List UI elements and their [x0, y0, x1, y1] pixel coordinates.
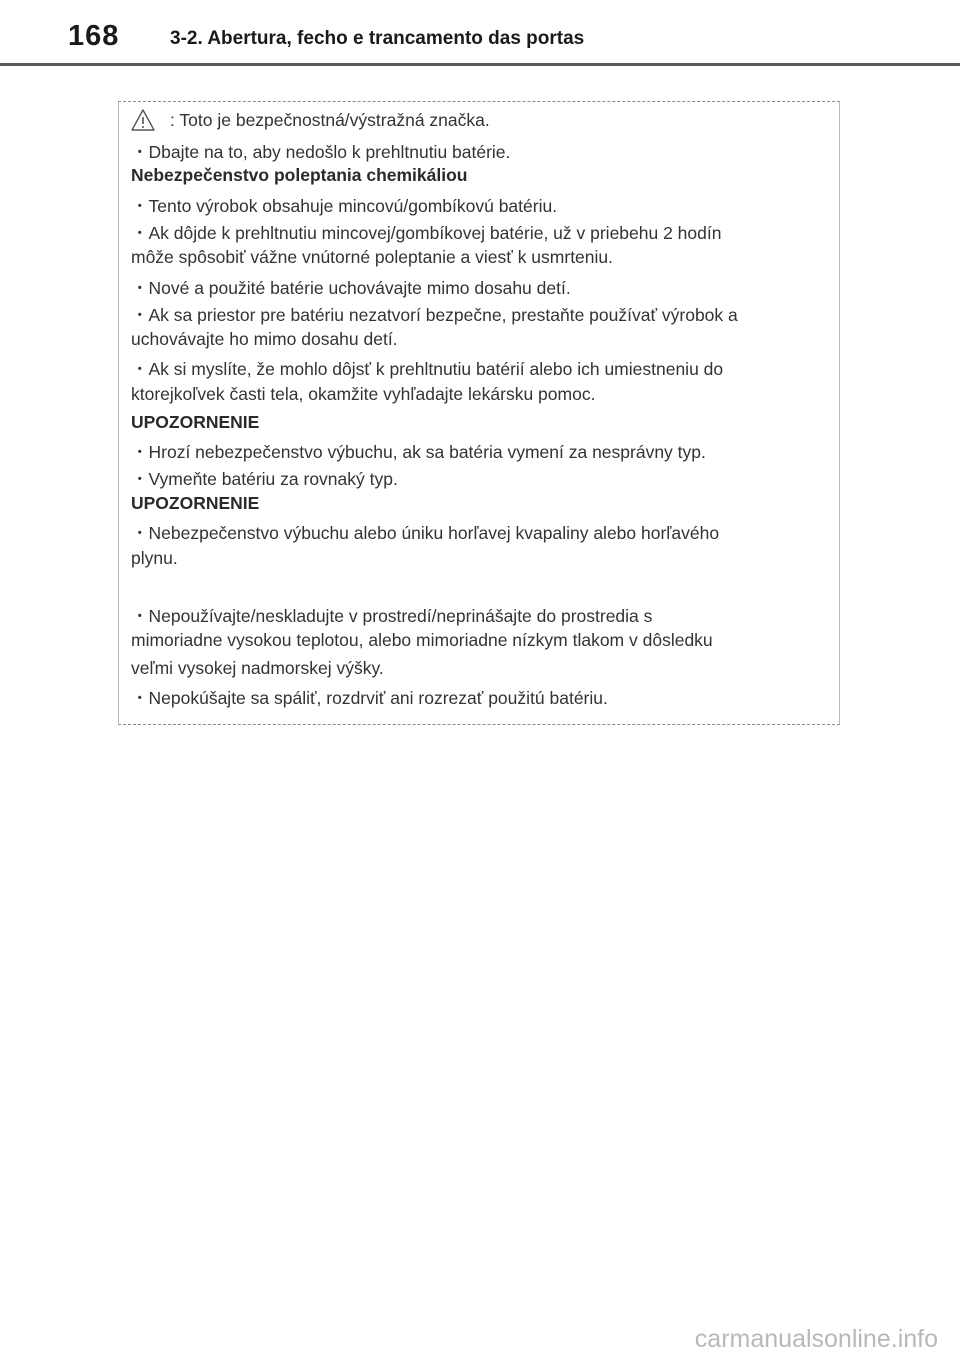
notice-heading: UPOZORNENIE [131, 412, 260, 432]
notice-heading: UPOZORNENIE [131, 493, 260, 513]
notice-line: ・ Ak dôjde k prehltnutiu mincovej/gombíkovej batérie, už v priebehu 2 hodín [131, 220, 721, 245]
notice-line: ktorejkoľvek časti tela, okamžite vyhľadajte lekársku pomoc. [131, 384, 596, 404]
notice-line: ・ Ak si myslíte, že mohlo dôjsť k prehltnutiu batérií alebo ich umiestneniu do [131, 356, 723, 381]
page-number: 168 [68, 20, 120, 52]
notice-line: ・ Nové a použité batérie uchovávajte mimo dosahu detí. [131, 275, 571, 300]
section-title: 3-2. Abertura, fecho e trancamento das portas [170, 28, 585, 49]
page-header [0, 0, 960, 66]
notice-line: uchovávajte ho mimo dosahu detí. [131, 329, 398, 349]
notice-heading: Nebezpečenstvo poleptania chemikáliou [131, 165, 468, 185]
notice-line: plynu. [131, 548, 178, 568]
notice-line: ・ Nepokúšajte sa spáliť, rozdrviť ani rozrezať použitú batériu. [131, 685, 608, 710]
notice-line: ・ Nepoužívajte/neskladujte v prostredí/neprinášajte do prostredia s [131, 603, 652, 628]
warning-triangle-icon [130, 108, 156, 132]
notice-line: ・ Vymeňte batériu za rovnaký typ. [131, 466, 398, 491]
notice-line: veľmi vysokej nadmorskej výšky. [131, 658, 384, 678]
notice-line: môže spôsobiť vážne vnútorné poleptanie a viesť k usmrteniu. [131, 247, 614, 267]
notice-line: ・ Hrozí nebezpečenstvo výbuchu, ak sa batéria vymení za nesprávny typ. [131, 439, 706, 464]
notice-line: ・ Dbajte na to, aby nedošlo k prehltnutiu batérie. [131, 139, 510, 164]
footer-watermark: carmanualsonline.info [694, 1325, 938, 1353]
warning-symbol-text: : Toto je bezpečnostná/výstražná značka. [170, 110, 490, 130]
header-divider [0, 63, 960, 66]
notice-line: ・ Nebezpečenstvo výbuchu alebo úniku horľavej kvapaliny alebo horľavého [131, 520, 719, 545]
notice-line: ・ Ak sa priestor pre batériu nezatvorí bezpečne, prestaňte používať výrobok a [131, 302, 738, 327]
notice-line: ・ Tento výrobok obsahuje mincovú/gombíkovú batériu. [131, 193, 557, 218]
notice-line: mimoriadne vysokou teplotou, alebo mimoriadne nízkym tlakom v dôsledku [131, 630, 713, 650]
